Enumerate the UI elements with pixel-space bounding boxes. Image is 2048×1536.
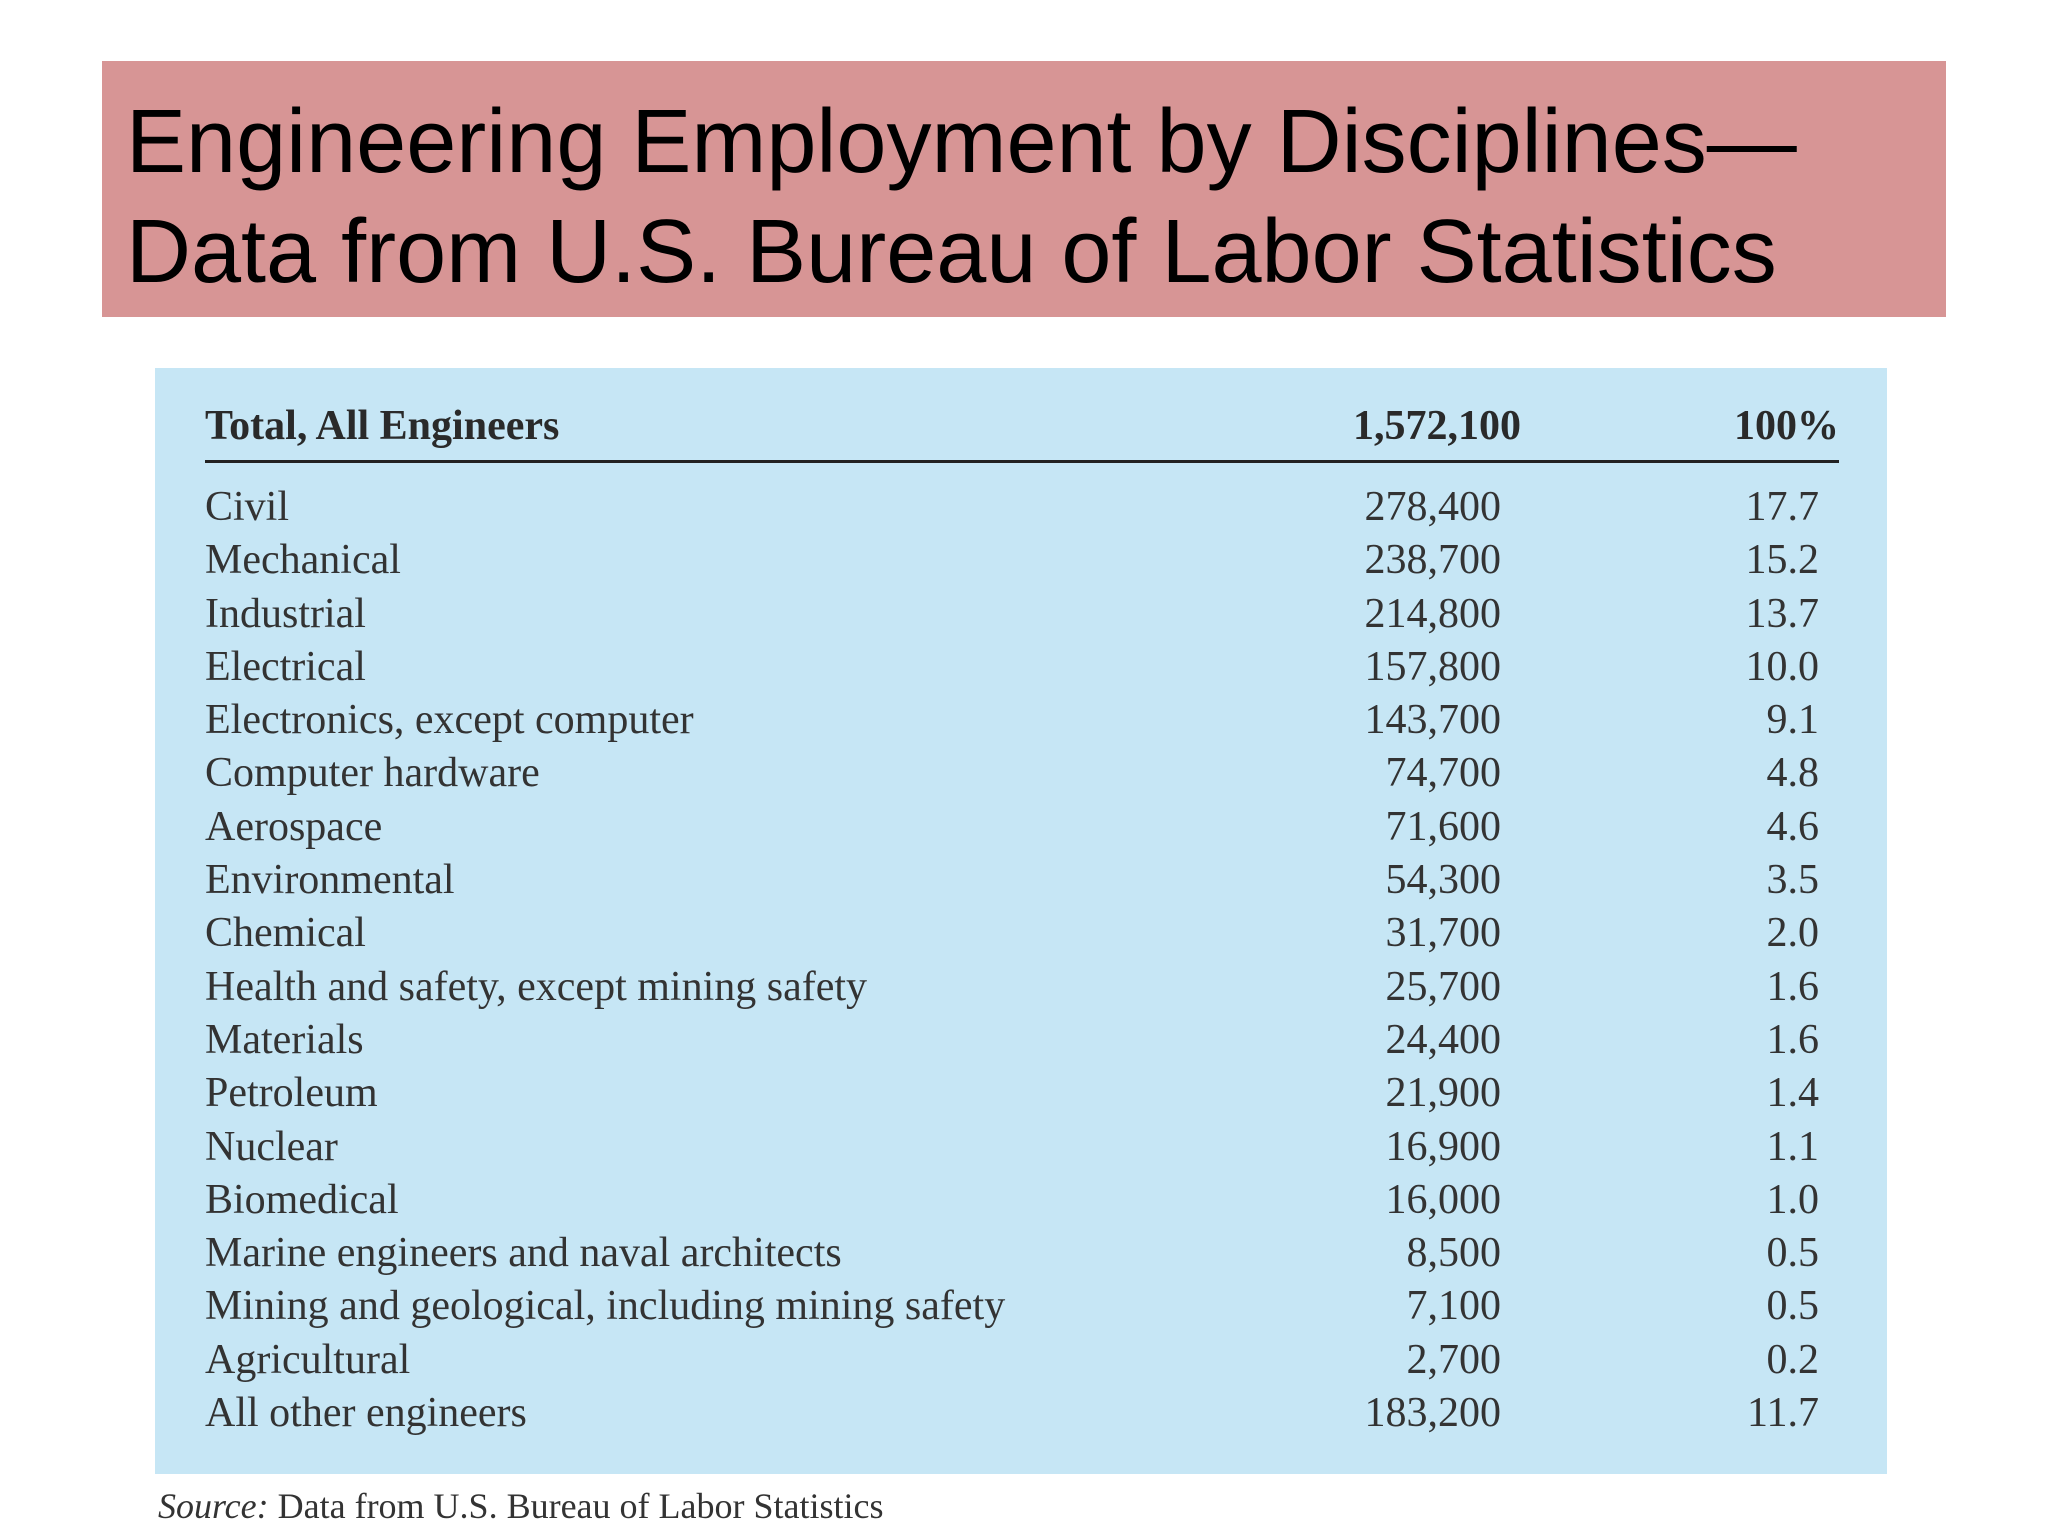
- row-label: Civil: [205, 484, 290, 530]
- source-prefix: Source:: [158, 1486, 269, 1526]
- table-row: [205, 961, 1839, 1014]
- row-label: Computer hardware: [205, 750, 540, 797]
- table-row: [205, 588, 1839, 641]
- row-percent: 1.4: [1766, 1070, 1819, 1117]
- row-percent: 1.6: [1766, 963, 1819, 1010]
- row-count: 54,300: [1385, 857, 1501, 904]
- title-line-2: Data from U.S. Bureau of Labor Statistics: [126, 202, 1777, 302]
- row-percent: 4.8: [1766, 750, 1819, 797]
- table-row: [205, 801, 1839, 854]
- table-row: [205, 1387, 1839, 1440]
- table-row: [205, 641, 1839, 694]
- table-row: [205, 1174, 1839, 1227]
- row-label: Health and safety, except mining safety: [205, 963, 868, 1010]
- row-label: Environmental: [205, 857, 455, 904]
- row-count: 74,700: [1385, 750, 1501, 797]
- table-row: [205, 1280, 1839, 1333]
- row-label: Mechanical: [205, 537, 401, 584]
- table-header-row: [205, 396, 1839, 460]
- row-count: 278,400: [1364, 484, 1501, 530]
- header-label: Total, All Engineers: [205, 403, 560, 449]
- row-label: Mining and geological, including mining safety: [205, 1283, 1006, 1330]
- row-percent: 10.0: [1745, 643, 1819, 690]
- header-percent: 100%: [1734, 403, 1839, 449]
- row-count: 16,900: [1385, 1123, 1501, 1170]
- row-count: 157,800: [1364, 643, 1501, 690]
- row-label: Electronics, except computer: [205, 697, 694, 744]
- row-label: Aerospace: [205, 803, 383, 850]
- table-row: [205, 907, 1839, 960]
- row-count: 214,800: [1364, 590, 1501, 637]
- row-count: 25,700: [1385, 963, 1501, 1010]
- row-percent: 3.5: [1766, 857, 1819, 904]
- table-row: [205, 1227, 1839, 1280]
- row-percent: 15.2: [1745, 537, 1819, 584]
- row-label: Electrical: [205, 643, 366, 690]
- title-banner: [102, 61, 1946, 317]
- source-text: Data from U.S. Bureau of Labor Statistics: [268, 1486, 884, 1526]
- table-row: [205, 1121, 1839, 1174]
- row-percent: 0.5: [1766, 1230, 1819, 1277]
- row-percent: 9.1: [1766, 697, 1819, 744]
- row-percent: 13.7: [1745, 590, 1819, 637]
- row-count: 7,100: [1406, 1283, 1501, 1330]
- row-label: Petroleum: [205, 1070, 378, 1117]
- table-row: [205, 534, 1839, 587]
- row-percent: 1.1: [1766, 1123, 1819, 1170]
- header-divider: [205, 460, 1839, 463]
- row-percent: 11.7: [1747, 1390, 1819, 1437]
- row-label: Materials: [205, 1016, 364, 1063]
- table-row: [205, 481, 1839, 534]
- title-line-1: Engineering Employment by Disciplines—: [126, 92, 1797, 192]
- row-label: Agricultural: [205, 1336, 411, 1383]
- table-row: [205, 747, 1839, 800]
- row-count: 8,500: [1406, 1230, 1501, 1277]
- row-label: Chemical: [205, 910, 366, 957]
- row-count: 31,700: [1385, 910, 1501, 957]
- row-percent: 0.5: [1766, 1283, 1819, 1330]
- table-body: [205, 481, 1839, 1440]
- row-count: 71,600: [1385, 803, 1501, 850]
- table-row: [205, 1334, 1839, 1387]
- row-count: 24,400: [1385, 1016, 1501, 1063]
- row-count: 2,700: [1406, 1336, 1501, 1383]
- source-note: [158, 1485, 884, 1527]
- row-percent: 4.6: [1766, 803, 1819, 850]
- row-count: 16,000: [1385, 1176, 1501, 1223]
- row-count: 21,900: [1385, 1070, 1501, 1117]
- table-row: [205, 694, 1839, 747]
- row-label: Nuclear: [205, 1123, 338, 1170]
- table-row: [205, 854, 1839, 907]
- row-count: 183,200: [1364, 1390, 1501, 1437]
- row-percent: 0.2: [1766, 1336, 1819, 1383]
- table-row: [205, 1067, 1839, 1120]
- row-count: 238,700: [1364, 537, 1501, 584]
- row-percent: 2.0: [1766, 910, 1819, 957]
- row-percent: 1.0: [1766, 1176, 1819, 1223]
- row-label: Biomedical: [205, 1176, 399, 1223]
- row-percent: 17.7: [1745, 484, 1819, 530]
- table-row: [205, 1014, 1839, 1067]
- row-percent: 1.6: [1766, 1016, 1819, 1063]
- employment-table: [155, 368, 1887, 1474]
- row-count: 143,700: [1364, 697, 1501, 744]
- row-label: Industrial: [205, 590, 366, 637]
- row-label: Marine engineers and naval architects: [205, 1230, 842, 1277]
- header-count: 1,572,100: [1353, 403, 1521, 449]
- row-label: All other engineers: [205, 1390, 527, 1437]
